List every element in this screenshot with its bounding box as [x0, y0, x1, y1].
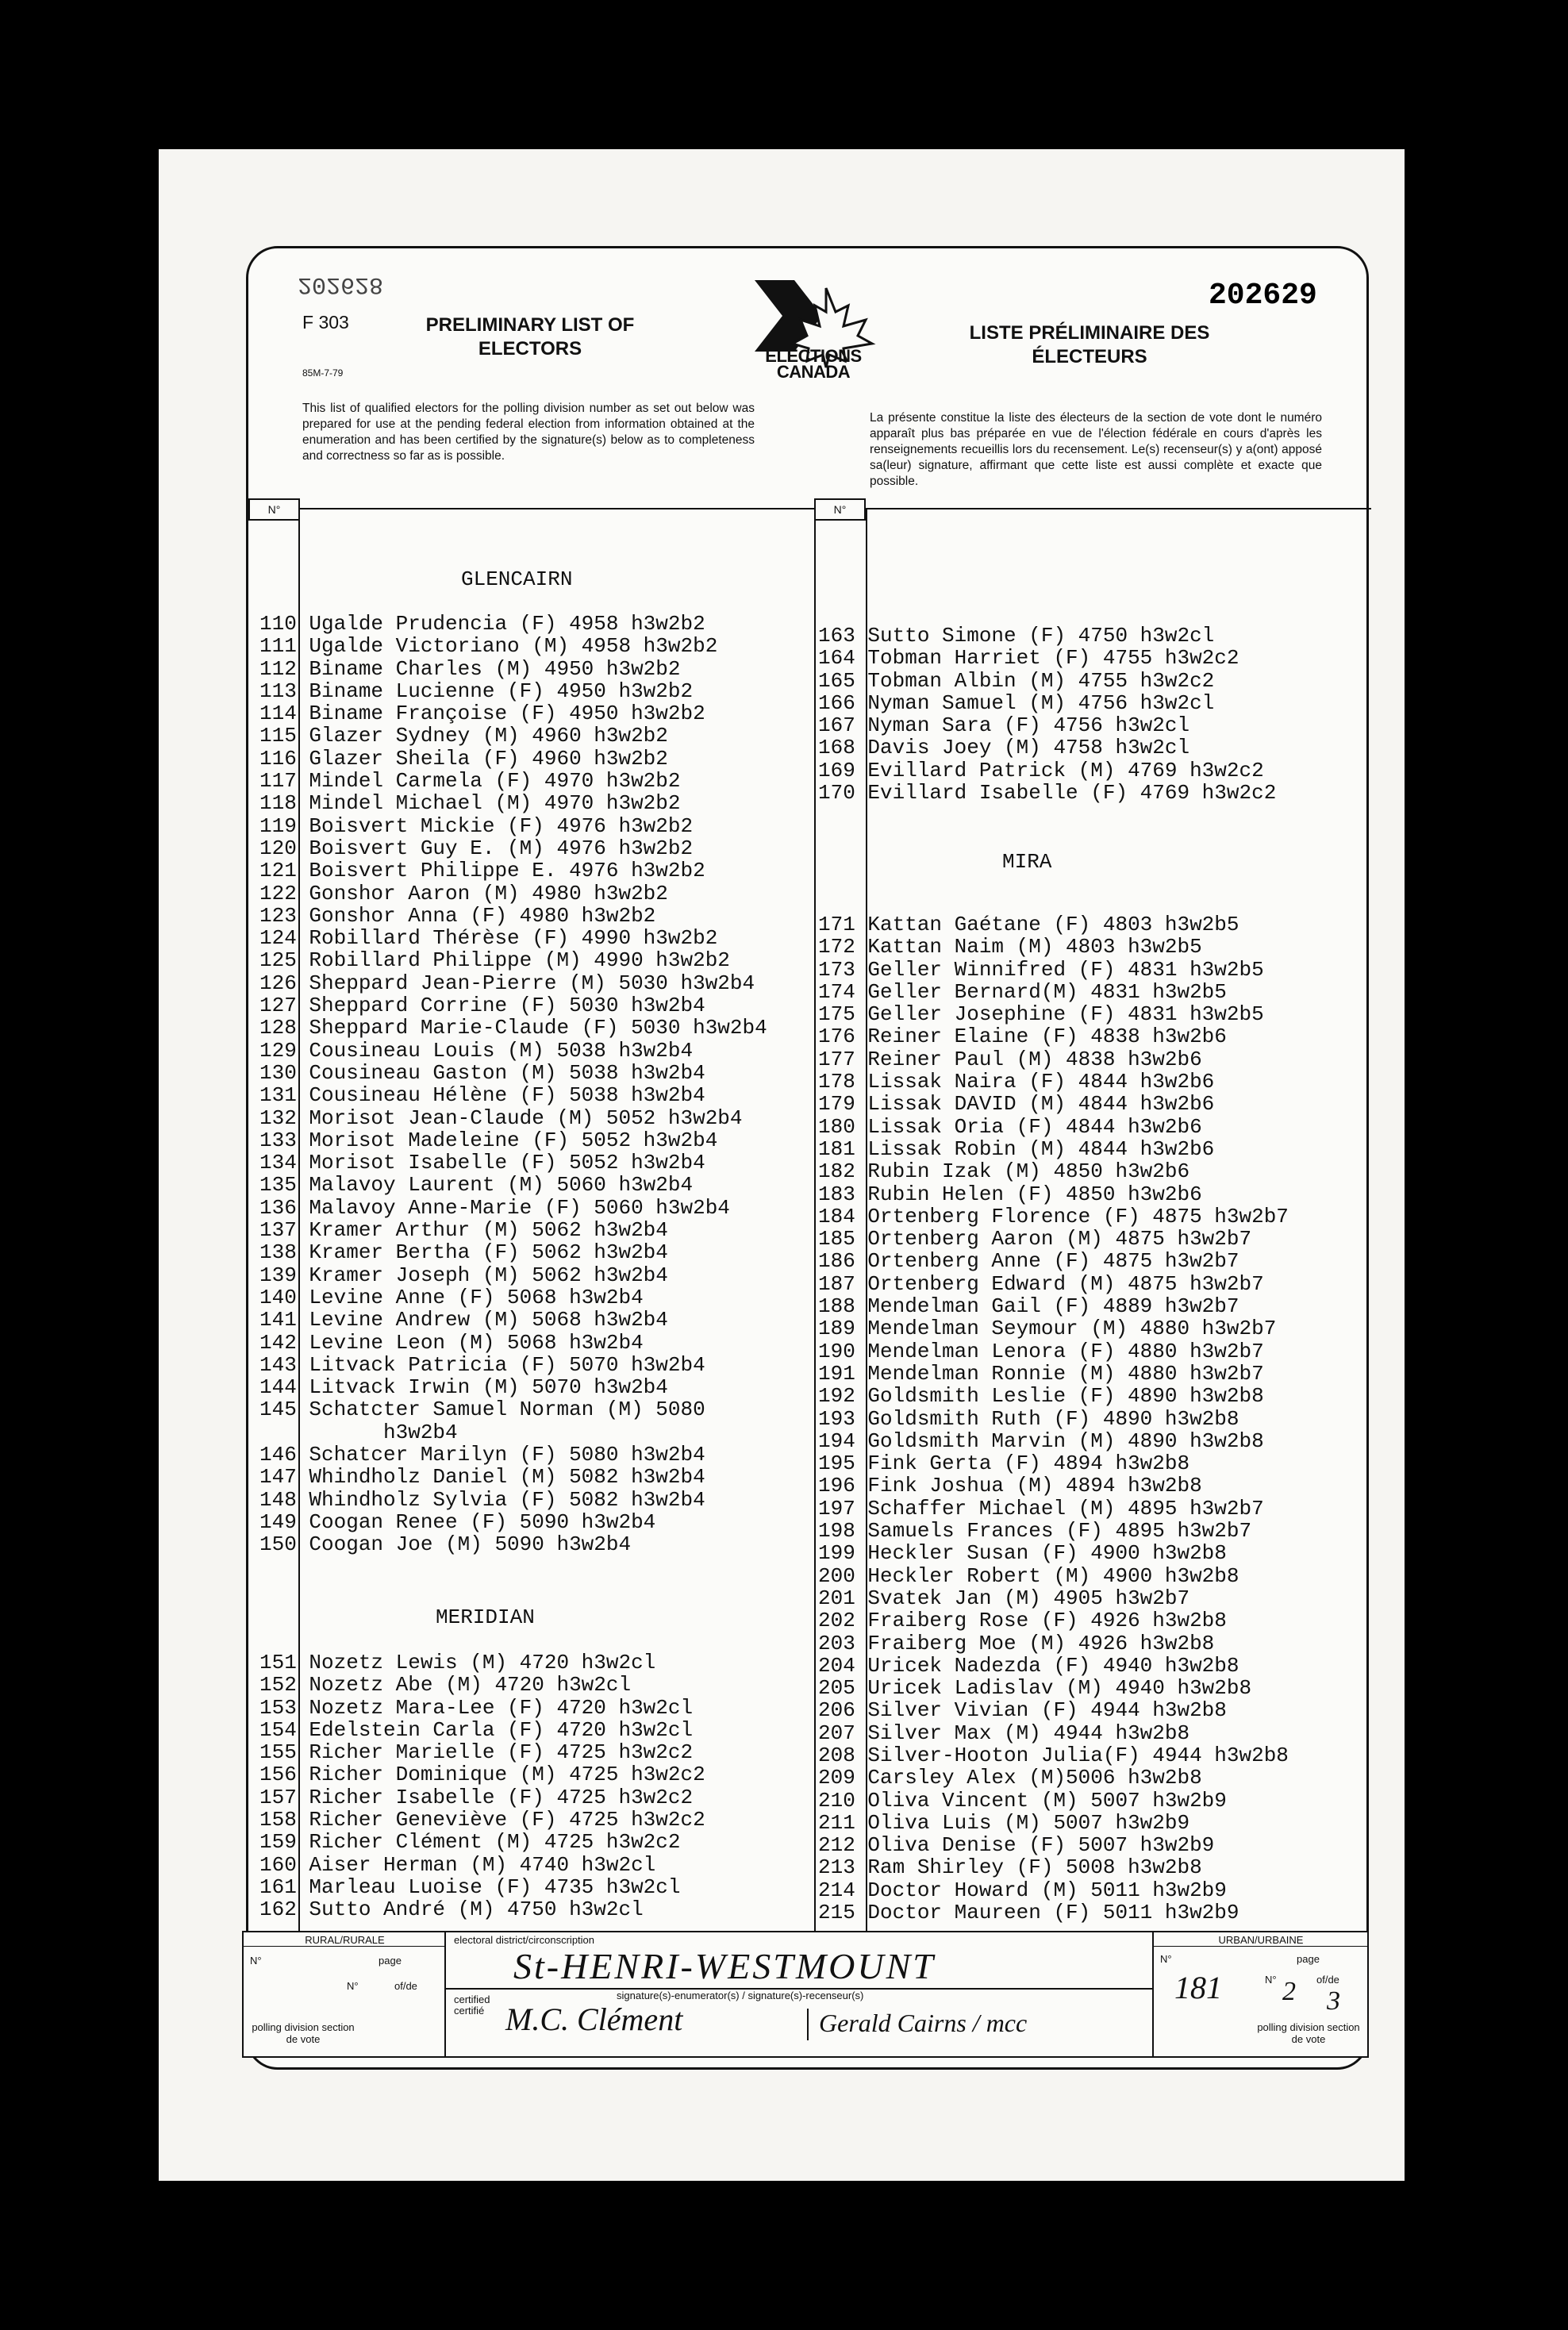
rural-label: RURAL/RURALE — [244, 1934, 446, 1947]
intro-english: This list of qualified electors for the polling division number as set out below was prepared for use at the pending federal election from information obtained at the enumeration and has been certified by the signature(s) below as to completeness and correctness so far as is possible. — [302, 402, 755, 463]
signature-divider — [807, 2009, 809, 2040]
certified-label: certified certifié — [454, 1994, 490, 2017]
urban-label: URBAN/URBAINE — [1154, 1934, 1368, 1947]
title-english: PRELIMINARY LIST OF ELECTORS — [425, 314, 635, 359]
section-heading-glencairn: GLENCAIRN — [461, 567, 573, 591]
form-number: F 303 — [302, 312, 349, 333]
rural-of-label: of/de — [394, 1980, 417, 1992]
urban-block — [1152, 1932, 1367, 2056]
left-number-header: N° — [248, 498, 300, 521]
urban-page-no-label: N° — [1265, 1974, 1277, 1986]
urban-of-label: of/de — [1316, 1974, 1339, 1986]
elector-list-left-2: 151 Nozetz Lewis (M) 4720 h3w2cl 152 Nozetz Abe (M) 4720 h3w2cl 153 Nozetz Mara-Lee (F) 4720 h3w2cl 154 Edelstein Carla (F) 4720 h3w2cl 155 Richer Marielle (F) 4725 h3w2c2 156 Richer Dominique (M) 4725 h3w2c2 157 Richer Isabelle (F) 4725 h3w2c2 158 Richer Geneviève (F) 4725 h3w2c2 159 Richer Clément (M) 4725 h3w2c2 160 Aiser Herman (M) 4740 h3w2cl 161 Marleau Luoise (F) 4735 h3w2cl 162 Sutto André (M) 4750 h3w2cl — [259, 1651, 705, 1922]
rural-no-label: N° — [250, 1955, 262, 1967]
district-value: St-HENRI-WESTMOUNT — [513, 1946, 936, 1986]
rural-polling-division: polling division section de vote — [252, 2021, 355, 2045]
urban-polling-number: 181 — [1174, 1970, 1222, 2005]
urban-page-number: 2 — [1282, 1977, 1296, 2006]
signature-1: M.C. Clément — [505, 2001, 683, 2037]
stamp-number: 202628 — [298, 271, 384, 298]
signature-label: signature(s)-enumerator(s) / signature(s)-recenseur(s) — [617, 1990, 864, 2001]
section-heading-meridian: MERIDIAN — [436, 1605, 535, 1629]
header-divider — [248, 508, 1371, 509]
rural-page-label: page — [379, 1955, 402, 1967]
district-label: electoral district/circonscription — [454, 1934, 595, 1946]
urban-polling-division: polling division section de vote — [1257, 2021, 1360, 2045]
serial-number: 202629 — [1209, 279, 1317, 313]
urban-page-label: page — [1297, 1953, 1320, 1965]
signature-2: Gerald Cairns / mcc — [819, 2009, 1028, 2037]
rural-page-no-label: N° — [347, 1980, 359, 1992]
urban-no-label: N° — [1160, 1953, 1172, 1965]
elector-list-right-2: 171 Kattan Gaétane (F) 4803 h3w2b5 172 Kattan Naim (M) 4803 h3w2b5 173 Geller Winnifred (F) 4831 h3w2b5 174 Geller Bernard(M) 4831 h3w2b5 175 Geller Josephine (F) 4831 h3w2b5 176 Reiner Elaine (F) 4838 h3w2b6 177 Reiner Paul (M) 4838 h3w2b6 178 Lissak Naira (F) 4844 h3w2b6 179 Lissak DAVID (M) 4844 h3w2b6 180 Lissak Oria (F) 4844 h3w2b6 181 Lissak Robin (M) 4844 h3w2b6 182 Rubin Izak (M) 4850 h3w2b6 183 Rubin Helen (F) 4850 h3w2b6 184 Ortenberg Florence (F) 4875 h3w2b7 185 Ortenberg Aaron (M) 4875 h3w2b7 186 Ortenberg Anne (F) 4875 h3w2b7 187 Ortenberg Edward (M) 4875 h3w2b7 188 Mendelman Gail (F) 4889 h3w2b7 189 Mendelman Seymour (M) 4880 h3w2b7 190 Mendelman Lenora (F) 4880 h3w2b7 191 Mendelman Ronnie (M) 4880 h3w2b7 192 Goldsmith Leslie (F) 4890 h3w2b8 193 Goldsmith Ruth (F) 4890 h3w2b8 194 Goldsmith Marvin (M) 4890 h3w2b8 195 Fink Gerta (F) 4894 h3w2b8 196 Fink Joshua (M) 4894 h3w2b8 197 Schaffer Michael (M) 4895 h3w2b7 198 Samuels Frances (F) 4895 h3w2b7 199 Heckler Susan (F) 4900 h3w2b8 200 Heckler Robert (M) 4900 h3w2b8 201 Svatek Jan (M) 4905 h3w2b7 202 Fraiberg Rose (F) 4926 h3w2b8 203 Fraiberg Moe (M) 4926 h3w2b8 204 Uricek Nadezda (F) 4940 h3w2b8 205 Uricek Ladislav (M) 4940 h3w2b8 206 Silver Vivian (F) 4944 h3w2b8 207 Silver Max (M) 4944 h3w2b8 208 Silver-Hooton Julia(F) 4944 h3w2b8 209 Carsley Alex (M)5006 h3w2b8 210 Oliva Vincent (M) 5007 h3w2b9 211 Oliva Luis (M) 5007 h3w2b9 212 Oliva Denise (F) 5007 h3w2b9 213 Ram Shirley (F) 5008 h3w2b8 214 Doctor Howard (M) 5011 h3w2b9 215 Doctor Maureen (F) 5011 h3w2b9 — [818, 913, 1289, 1925]
intro-french: La présente constitue la liste des électeurs de la section de vote dont le numéro apparaît plus bas préparée en vue de l'élection fédérale en cours d'après les renseignements recueillis lors du recensement. Le(s) recenseur(s) y a(ont) apposé sa(leur) signature, affirmant que cette liste est aussi complète et exacte que possible. — [870, 411, 1322, 488]
form-footer — [242, 1931, 1369, 2058]
elector-list-right-1: 163 Sutto Simone (F) 4750 h3w2cl 164 Tobman Harriet (F) 4755 h3w2c2 165 Tobman Albin (M) 4755 h3w2c2 166 Nyman Samuel (M) 4756 h3w2cl 167 Nyman Sara (F) 4756 h3w2cl 168 Davis Joey (M) 4758 h3w2cl 169 Evillard Patrick (M) 4769 h3w2c2 170 Evillard Isabelle (F) 4769 h3w2c2 — [818, 624, 1277, 806]
elector-list-left-1: 110 Ugalde Prudencia (F) 4958 h3w2b2 111 Ugalde Victoriano (M) 4958 h3w2b2 112 Biname Charles (M) 4950 h3w2b2 113 Biname Lucienne (F) 4950 h3w2b2 114 Biname Françoise (F) 4950 h3w2b2 115 Glazer Sydney (M) 4960 h3w2b2 116 Glazer Sheila (F) 4960 h3w2b2 117 Mindel Carmela (F) 4970 h3w2b2 118 Mindel Michael (M) 4970 h3w2b2 119 Boisvert Mickie (F) 4976 h3w2b2 120 Boisvert Guy E. (M) 4976 h3w2b2 121 Boisvert Philippe E. 4976 h3w2b2 122 Gonshor Aaron (M) 4980 h3w2b2 123 Gonshor Anna (F) 4980 h3w2b2 124 Robillard Thérèse (F) 4990 h3w2b2 125 Robillard Philippe (M) 4990 h3w2b2 126 Sheppard Jean-Pierre (M) 5030 h3w2b4 127 Sheppard Corrine (F) 5030 h3w2b4 128 Sheppard Marie-Claude (F) 5030 h3w2b4 129 Cousineau Louis (M) 5038 h3w2b4 130 Cousineau Gaston (M) 5038 h3w2b4 131 Cousineau Hélène (F) 5038 h3w2b4 132 Morisot Jean-Claude (M) 5052 h3w2b4 133 Morisot Madeleine (F) 5052 h3w2b4 134 Morisot Isabelle (F) 5052 h3w2b4 135 Malavoy Laurent (M) 5060 h3w2b4 136 Malavoy Anne-Marie (F) 5060 h3w2b4 137 Kramer Arthur (M) 5062 h3w2b4 138 Kramer Bertha (F) 5062 h3w2b4 139 Kramer Joseph (M) 5062 h3w2b4 140 Levine Anne (F) 5068 h3w2b4 141 Levine Andrew (M) 5068 h3w2b4 142 Levine Leon (M) 5068 h3w2b4 143 Litvack Patricia (F) 5070 h3w2b4 144 Litvack Irwin (M) 5070 h3w2b4 145 Schatcter Samuel Norman (M) 5080 h3w2b4 146 Schatcer Marilyn (F) 5080 h3w2b4 147 Whindholz Daniel (M) 5082 h3w2b4 148 Whindholz Sylvia (F) 5082 h3w2b4 149 Coogan Renee (F) 5090 h3w2b4 150 Coogan Joe (M) 5090 h3w2b4 — [259, 612, 767, 1557]
logo-text: ELECTIONS CANADA — [765, 346, 862, 382]
title-french: LISTE PRÉLIMINAIRE DES ÉLECTEURS — [969, 322, 1210, 367]
rural-block — [244, 1932, 446, 2056]
right-number-header: N° — [814, 498, 866, 521]
electors-form — [246, 246, 1369, 2070]
section-heading-mira: MIRA — [1002, 850, 1052, 874]
urban-page-total: 3 — [1327, 1986, 1340, 2016]
form-revision: 85M-7-79 — [302, 367, 344, 379]
